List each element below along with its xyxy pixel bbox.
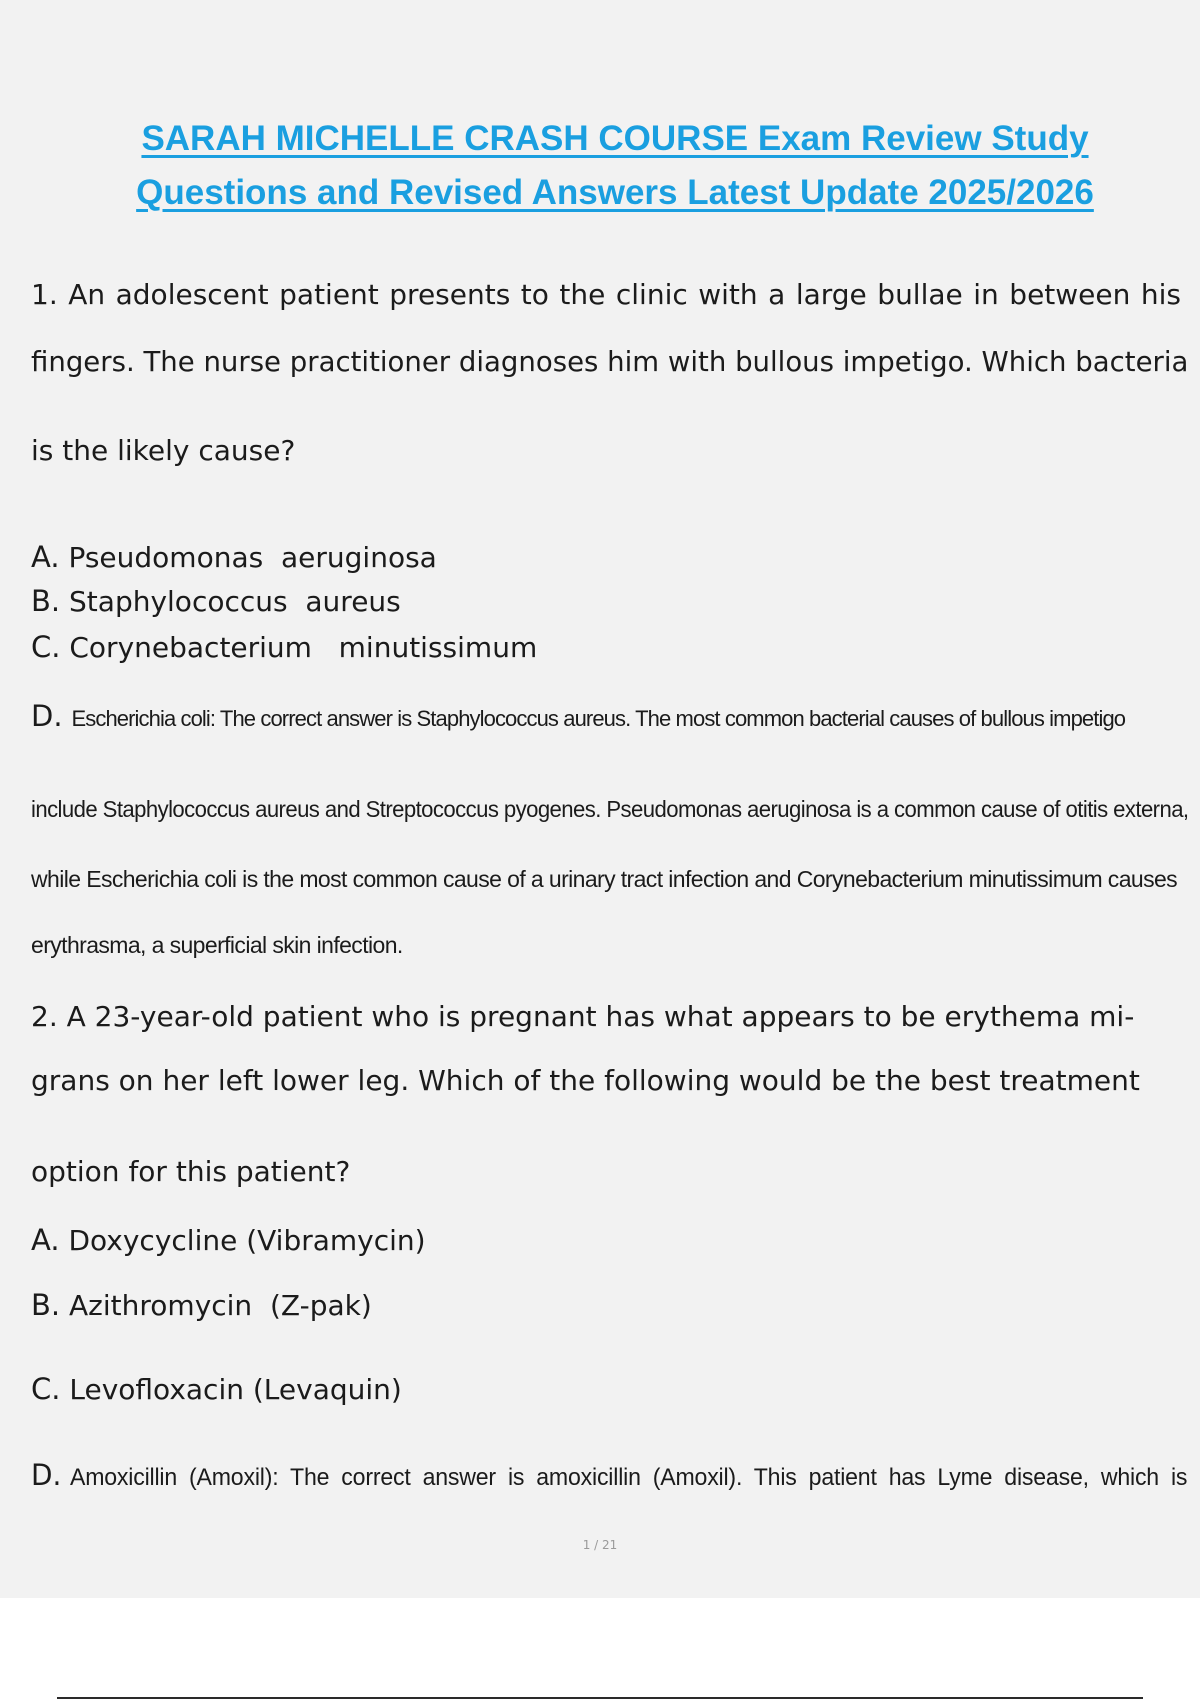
option-text: Corynebacterium minutissimum xyxy=(69,631,538,664)
question-1-option-c xyxy=(31,630,537,664)
option-letter: A. xyxy=(31,540,60,574)
footer-divider xyxy=(57,1697,1143,1699)
question-1-line-2: fingers. The nurse practitioner diagnoses him with bullous impetigo. Which bacteria xyxy=(31,345,1189,378)
question-1-line-1: 1. An adolescent patient presents to the clinic with a large bullae in between his xyxy=(31,278,1181,311)
option-text: Doxycycline (Vibramycin) xyxy=(68,1224,426,1257)
document-title xyxy=(40,112,1190,220)
question-2-option-a xyxy=(31,1223,426,1257)
question-2-option-b xyxy=(31,1288,372,1322)
question-2-line-2: grans on her left lower leg. Which of the following would be the best treatment xyxy=(31,1064,1140,1097)
option-letter: C. xyxy=(31,630,61,664)
question-1-line-3: is the likely cause? xyxy=(31,434,296,467)
option-letter: D. xyxy=(31,1458,62,1492)
title-line-2: Questions and Revised Answers Latest Update 2025/2026 xyxy=(136,173,1094,212)
option-text: Azithromycin (Z-pak) xyxy=(69,1289,372,1322)
page-number: 1 / 21 xyxy=(582,1538,618,1552)
question-2-line-3: option for this patient? xyxy=(31,1155,351,1188)
question-1-explanation-line-3: erythrasma, a superficial skin infection. xyxy=(31,932,403,958)
option-letter: B. xyxy=(31,1288,61,1322)
option-text: Staphylococcus aureus xyxy=(69,585,401,618)
option-letter: B. xyxy=(31,584,61,618)
question-2-option-c xyxy=(31,1372,402,1406)
question-1-option-a xyxy=(31,540,437,574)
option-text: Amoxicillin (Amoxil): The correct answer is amoxicillin (Amoxil). This patient has Lyme disease, which is xyxy=(69,1464,1188,1491)
question-1-option-d xyxy=(31,699,1125,733)
question-1-explanation-line-1: include Staphylococcus aureus and Streptococcus pyogenes. Pseudomonas aeruginosa is a common cause of otitis externa, xyxy=(31,796,1189,822)
question-1-option-b xyxy=(31,584,401,618)
option-letter: C. xyxy=(31,1372,61,1406)
option-text: Levofloxacin (Levaquin) xyxy=(69,1373,402,1406)
title-line-1: SARAH MICHELLE CRASH COURSE Exam Review Study xyxy=(141,119,1089,158)
question-2-line-1: 2. A 23-year-old patient who is pregnant has what appears to be erythema mi- xyxy=(31,1000,1135,1033)
question-2-option-d xyxy=(31,1458,1187,1492)
question-1-explanation-line-2: while Escherichia coli is the most common cause of a urinary tract infection and Corynebacterium minutissimum causes xyxy=(31,866,1178,892)
option-text: Escherichia coli: The correct answer is Staphylococcus aureus. The most common bacterial causes of bullous impetigo xyxy=(71,706,1126,731)
option-letter: A. xyxy=(31,1223,60,1257)
option-letter: D. xyxy=(31,699,63,733)
option-text: Pseudomonas aeruginosa xyxy=(68,541,437,574)
